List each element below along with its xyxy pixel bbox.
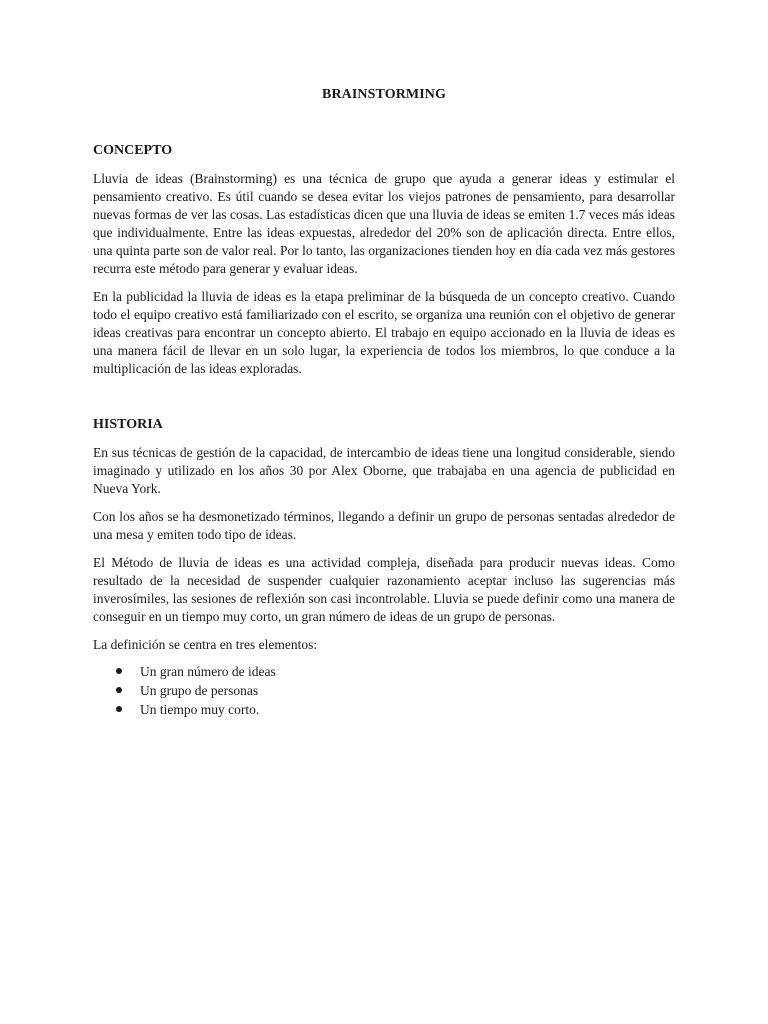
bullet-item: [93, 700, 675, 719]
paragraph-historia-2: Con los años se ha desmonetizado términos, llegando a definir un grupo de personas sentadas alrededor de una mesa y emiten todo tipo de ideas.: [93, 509, 675, 542]
bullet-item-text: Un grupo de personas: [140, 683, 259, 698]
section-heading-concepto: CONCEPTO: [93, 143, 173, 158]
document-title: BRAINSTORMING: [322, 87, 446, 102]
paragraph-concepto-2: En la publicidad la lluvia de ideas es la etapa preliminar de la búsqueda de un concepto creativo. Cuando todo el equipo creativo está familiarizado con el escrito, se organiza una reunión con el objetivo de generar ideas creativas para encontrar un concepto abierto. El trabajo en equipo accionado en la lluvia de ideas es una manera fácil de llevar en un solo lugar, la experiencia de todos los miembros, lo que conduce a la multiplicación de las ideas exploradas.: [93, 289, 675, 376]
section-heading-historia: HISTORIA: [93, 417, 163, 432]
paragraph-historia-3: El Método de lluvia de ideas es una actividad compleja, diseñada para producir nuevas ideas. Como resultado de la necesidad de suspender cualquier razonamiento aceptar incluso las sugerencias más inverosímiles, las sesiones de reflexión son casi incontrolable. Lluvia se puede definir como una manera de conseguir en un tiempo muy corto, un gran número de ideas de un grupo de personas.: [93, 555, 675, 624]
document-page: [93, 86, 675, 719]
bullet-item: [93, 681, 675, 700]
bullet-item-text: Un gran número de ideas: [140, 664, 276, 679]
paragraph-concepto-1: Lluvia de ideas (Brainstorming) es una técnica de grupo que ayuda a generar ideas y estimular el pensamiento creativo. Es útil cuando se desea evitar los viejos patrones de pensamiento, para desarrollar nuevas formas de ver las cosas. Las estadísticas dicen que una lluvia de ideas se emiten 1.7 veces más ideas que individualmente. Entre las ideas expuestas, alrededor del 20% son de aplicación directa. Entre ellos, una quinta parte son de valor real. Por lo tanto, las organizaciones tienden hoy en día cada vez más gestores recurra este método para generar y evaluar ideas.: [93, 171, 675, 276]
bullet-item-text: Un tiempo muy corto.: [140, 702, 260, 717]
bullet-item: [93, 662, 675, 681]
bullet-dot-icon: [116, 687, 122, 693]
bullet-dot-icon: [116, 668, 122, 674]
paragraph-historia-4: La definición se centra en tres elementos:: [93, 637, 318, 652]
bullet-dot-icon: [116, 706, 122, 712]
paragraph-historia-1: En sus técnicas de gestión de la capacidad, de intercambio de ideas tiene una longitud considerable, siendo imaginado y utilizado en los años 30 por Alex Oborne, que trabajaba en una agencia de publicidad en Nueva York.: [93, 445, 675, 496]
definition-bullet-list: [93, 662, 675, 719]
